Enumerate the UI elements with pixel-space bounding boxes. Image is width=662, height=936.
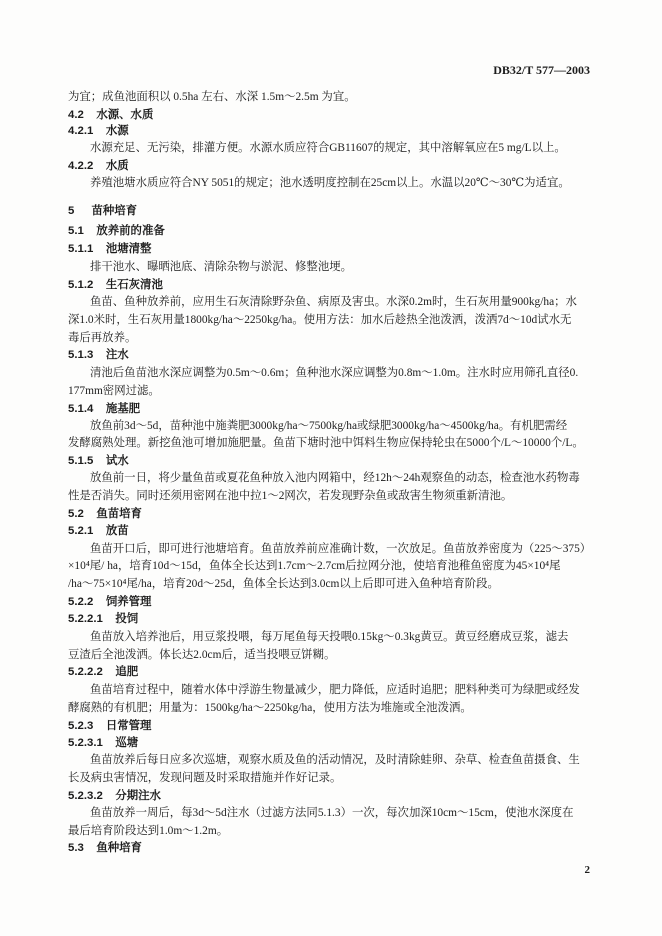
section-number: 5.2.2 xyxy=(68,596,94,608)
section-heading-5-3 xyxy=(68,841,142,855)
section-number: 5.3 xyxy=(68,842,84,854)
section-title: 苗种培育 xyxy=(91,205,138,217)
paragraph-line: 豆渣后全池泼洒。体长达2.0cm后，适当投喂豆饼糊。 xyxy=(68,649,336,661)
paragraph-line: 鱼苗放入培养池后，用豆浆投喂，每万尾鱼每天投喂0.15kg～0.3kg黄豆。黄豆经磨成豆浆，滤去 xyxy=(90,631,569,643)
section-number: 5.2.1 xyxy=(68,525,94,537)
section-number: 5.2.3.1 xyxy=(68,737,103,749)
section-title: 水源 xyxy=(105,125,129,137)
section-heading-5-2 xyxy=(68,507,142,521)
section-heading-5-2-3-2 xyxy=(68,789,161,803)
section-heading-5-2-2 xyxy=(68,595,151,609)
paragraph-line: 鱼苗放养后每日应多次巡塘，观察水质及鱼的活动情况，及时清除蛙卵、杂草、检查鱼苗摄食、生 xyxy=(90,754,580,766)
section-title: 试水 xyxy=(105,455,129,467)
section-title: 生石灰清池 xyxy=(105,279,163,291)
paragraph-line: ×10⁴尾/ ha，培育10d～15d，鱼体全长达到1.7cm～2.7cm后拉网分池，使培育池稚鱼密度为45×10⁴尾 xyxy=(68,560,561,572)
section-number: 5.2.2.2 xyxy=(68,666,103,678)
paragraph-line: 排干池水、曝晒池底、清除杂物与淤泥、修整池埂。 xyxy=(90,261,352,273)
section-number: 5.1.3 xyxy=(68,349,94,361)
section-heading-5-1 xyxy=(68,224,165,238)
paragraph-line: 为宜；成鱼池面积以 0.5ha 左右、水深 1.5m～2.5m 为宜。 xyxy=(68,91,356,103)
section-heading-5-1-2 xyxy=(68,278,163,292)
section-heading-5-1-1 xyxy=(68,242,151,256)
section-title: 放苗 xyxy=(105,525,129,537)
paragraph-line: 鱼苗培育过程中，随着水体中浮游生物量减少，肥力降低，应适时追肥；肥料种类可为绿肥或经发 xyxy=(90,684,580,696)
section-number: 5.1.2 xyxy=(68,279,94,291)
paragraph-line: 最后培育阶段达到1.0m～1.2m。 xyxy=(68,825,229,837)
section-title: 日常管理 xyxy=(105,720,152,732)
page-number: 2 xyxy=(584,864,590,876)
section-number: 5.2.3 xyxy=(68,720,94,732)
section-heading-5-2-3 xyxy=(68,719,151,733)
paragraph-line: 清池后鱼苗池水深应调整为0.5m～0.6m；鱼种池水深应调整为0.8m～1.0m。注水时应用筛孔直径0. xyxy=(90,367,579,379)
section-number: 5.1.4 xyxy=(68,403,94,415)
section-heading-5-2-2-1 xyxy=(68,612,138,626)
section-title: 池塘清整 xyxy=(105,243,152,255)
paragraph-line: 养殖池塘水质应符合NY 5051的规定；池水透明度控制在25cm以上。水温以20℃～30℃为适宜。 xyxy=(90,177,570,189)
paragraph-line: 水源充足、无污染，排灌方便。水源水质应符合GB11607的规定，其中溶解氧应在5 mg/L以上。 xyxy=(90,142,566,154)
paragraph-line: 177mm密网过滤。 xyxy=(68,385,160,397)
standard-code-header: DB32/T 577—2003 xyxy=(493,63,590,77)
section-heading-5-1-5 xyxy=(68,454,129,468)
section-title: 施基肥 xyxy=(105,403,141,415)
section-title: 追肥 xyxy=(115,666,139,678)
section-title: 注水 xyxy=(105,349,129,361)
paragraph-line: 放鱼前一日，将少量鱼苗或夏花鱼种放入池内网箱中，经12h～24h观察鱼的动态，检查池水药物毒 xyxy=(90,472,580,484)
section-heading-5-2-2-2 xyxy=(68,665,138,679)
section-heading-5 xyxy=(68,204,137,218)
section-heading-5-1-3 xyxy=(68,348,129,362)
section-heading-5-2-1 xyxy=(68,524,129,538)
section-title: 分期注水 xyxy=(115,790,161,802)
section-title: 鱼苗培育 xyxy=(96,508,142,520)
paragraph-line: 毒后再放养。 xyxy=(68,332,137,344)
paragraph-line: 鱼苗放养一周后，每3d～5d注水（过滤方法同5.1.3）一次，每次加深10cm～15cm，使池水深度在 xyxy=(90,807,574,819)
section-title: 放养前的准备 xyxy=(96,225,165,237)
section-title: 水源、水质 xyxy=(96,109,154,121)
paragraph-line: 深1.0米时，生石灰用量1800kg/ha～2250kg/ha。使用方法：加水后趁热全池泼洒，泼洒7d～10d试水无 xyxy=(68,314,572,326)
paragraph-line: 发酵腐熟处理。新挖鱼池可增加施肥量。鱼苗下塘时池中饵料生物应保持轮虫在5000个/L～10000个/L。 xyxy=(68,437,584,449)
section-number: 5.2 xyxy=(68,508,84,520)
paragraph-line: 酵腐熟的有机肥；用量为：1500kg/ha～2250kg/ha，使用方法为堆施或全池泼洒。 xyxy=(68,702,472,714)
section-heading-5-1-4 xyxy=(68,402,140,416)
paragraph-line: 鱼苗、鱼种放养前，应用生石灰清除野杂鱼、病原及害虫。水深0.2m时，生石灰用量900kg/ha；水 xyxy=(90,296,577,308)
paragraph-line: 性是否消失。同时还须用密网在池中拉1～2网次，若发现野杂鱼或敌害生物须重新清池。 xyxy=(68,490,513,502)
section-number: 5.1.1 xyxy=(68,243,94,255)
paragraph-line: 长及病虫害情况，发现问题及时采取措施并作好记录。 xyxy=(68,772,342,784)
section-number: 5.1.5 xyxy=(68,455,94,467)
section-number: 5.2.2.1 xyxy=(68,613,103,625)
section-number: 5 xyxy=(68,205,75,217)
section-number: 4.2 xyxy=(68,109,84,121)
section-title: 巡塘 xyxy=(115,737,139,749)
section-title: 水质 xyxy=(105,160,129,172)
section-heading-4-2-2 xyxy=(68,159,129,173)
section-title: 鱼种培育 xyxy=(96,842,142,854)
section-heading-4-2 xyxy=(68,108,153,122)
section-title: 饲养管理 xyxy=(105,596,152,608)
section-heading-5-2-3-1 xyxy=(68,736,138,750)
section-number: 4.2.1 xyxy=(68,125,94,137)
section-title: 投饲 xyxy=(115,613,139,625)
paragraph-line: /ha～75×10⁴尾/ha，培育20d～25d，鱼体全长达到3.0cm以上后即可进入鱼种培育阶段。 xyxy=(68,578,499,590)
section-heading-4-2-1 xyxy=(68,124,129,138)
paragraph-line: 放鱼前3d～5d，苗种池中施粪肥3000kg/ha～7500kg/ha或绿肥3000kg/ha～4500kg/ha。有机肥需经 xyxy=(90,420,568,432)
section-number: 4.2.2 xyxy=(68,160,94,172)
section-number: 5.2.3.2 xyxy=(68,790,103,802)
section-number: 5.1 xyxy=(68,225,84,237)
paragraph-line: 鱼苗开口后，即可进行池塘培育。鱼苗放养前应准确计数，一次放足。鱼苗放养密度为（225～375） xyxy=(90,543,592,555)
